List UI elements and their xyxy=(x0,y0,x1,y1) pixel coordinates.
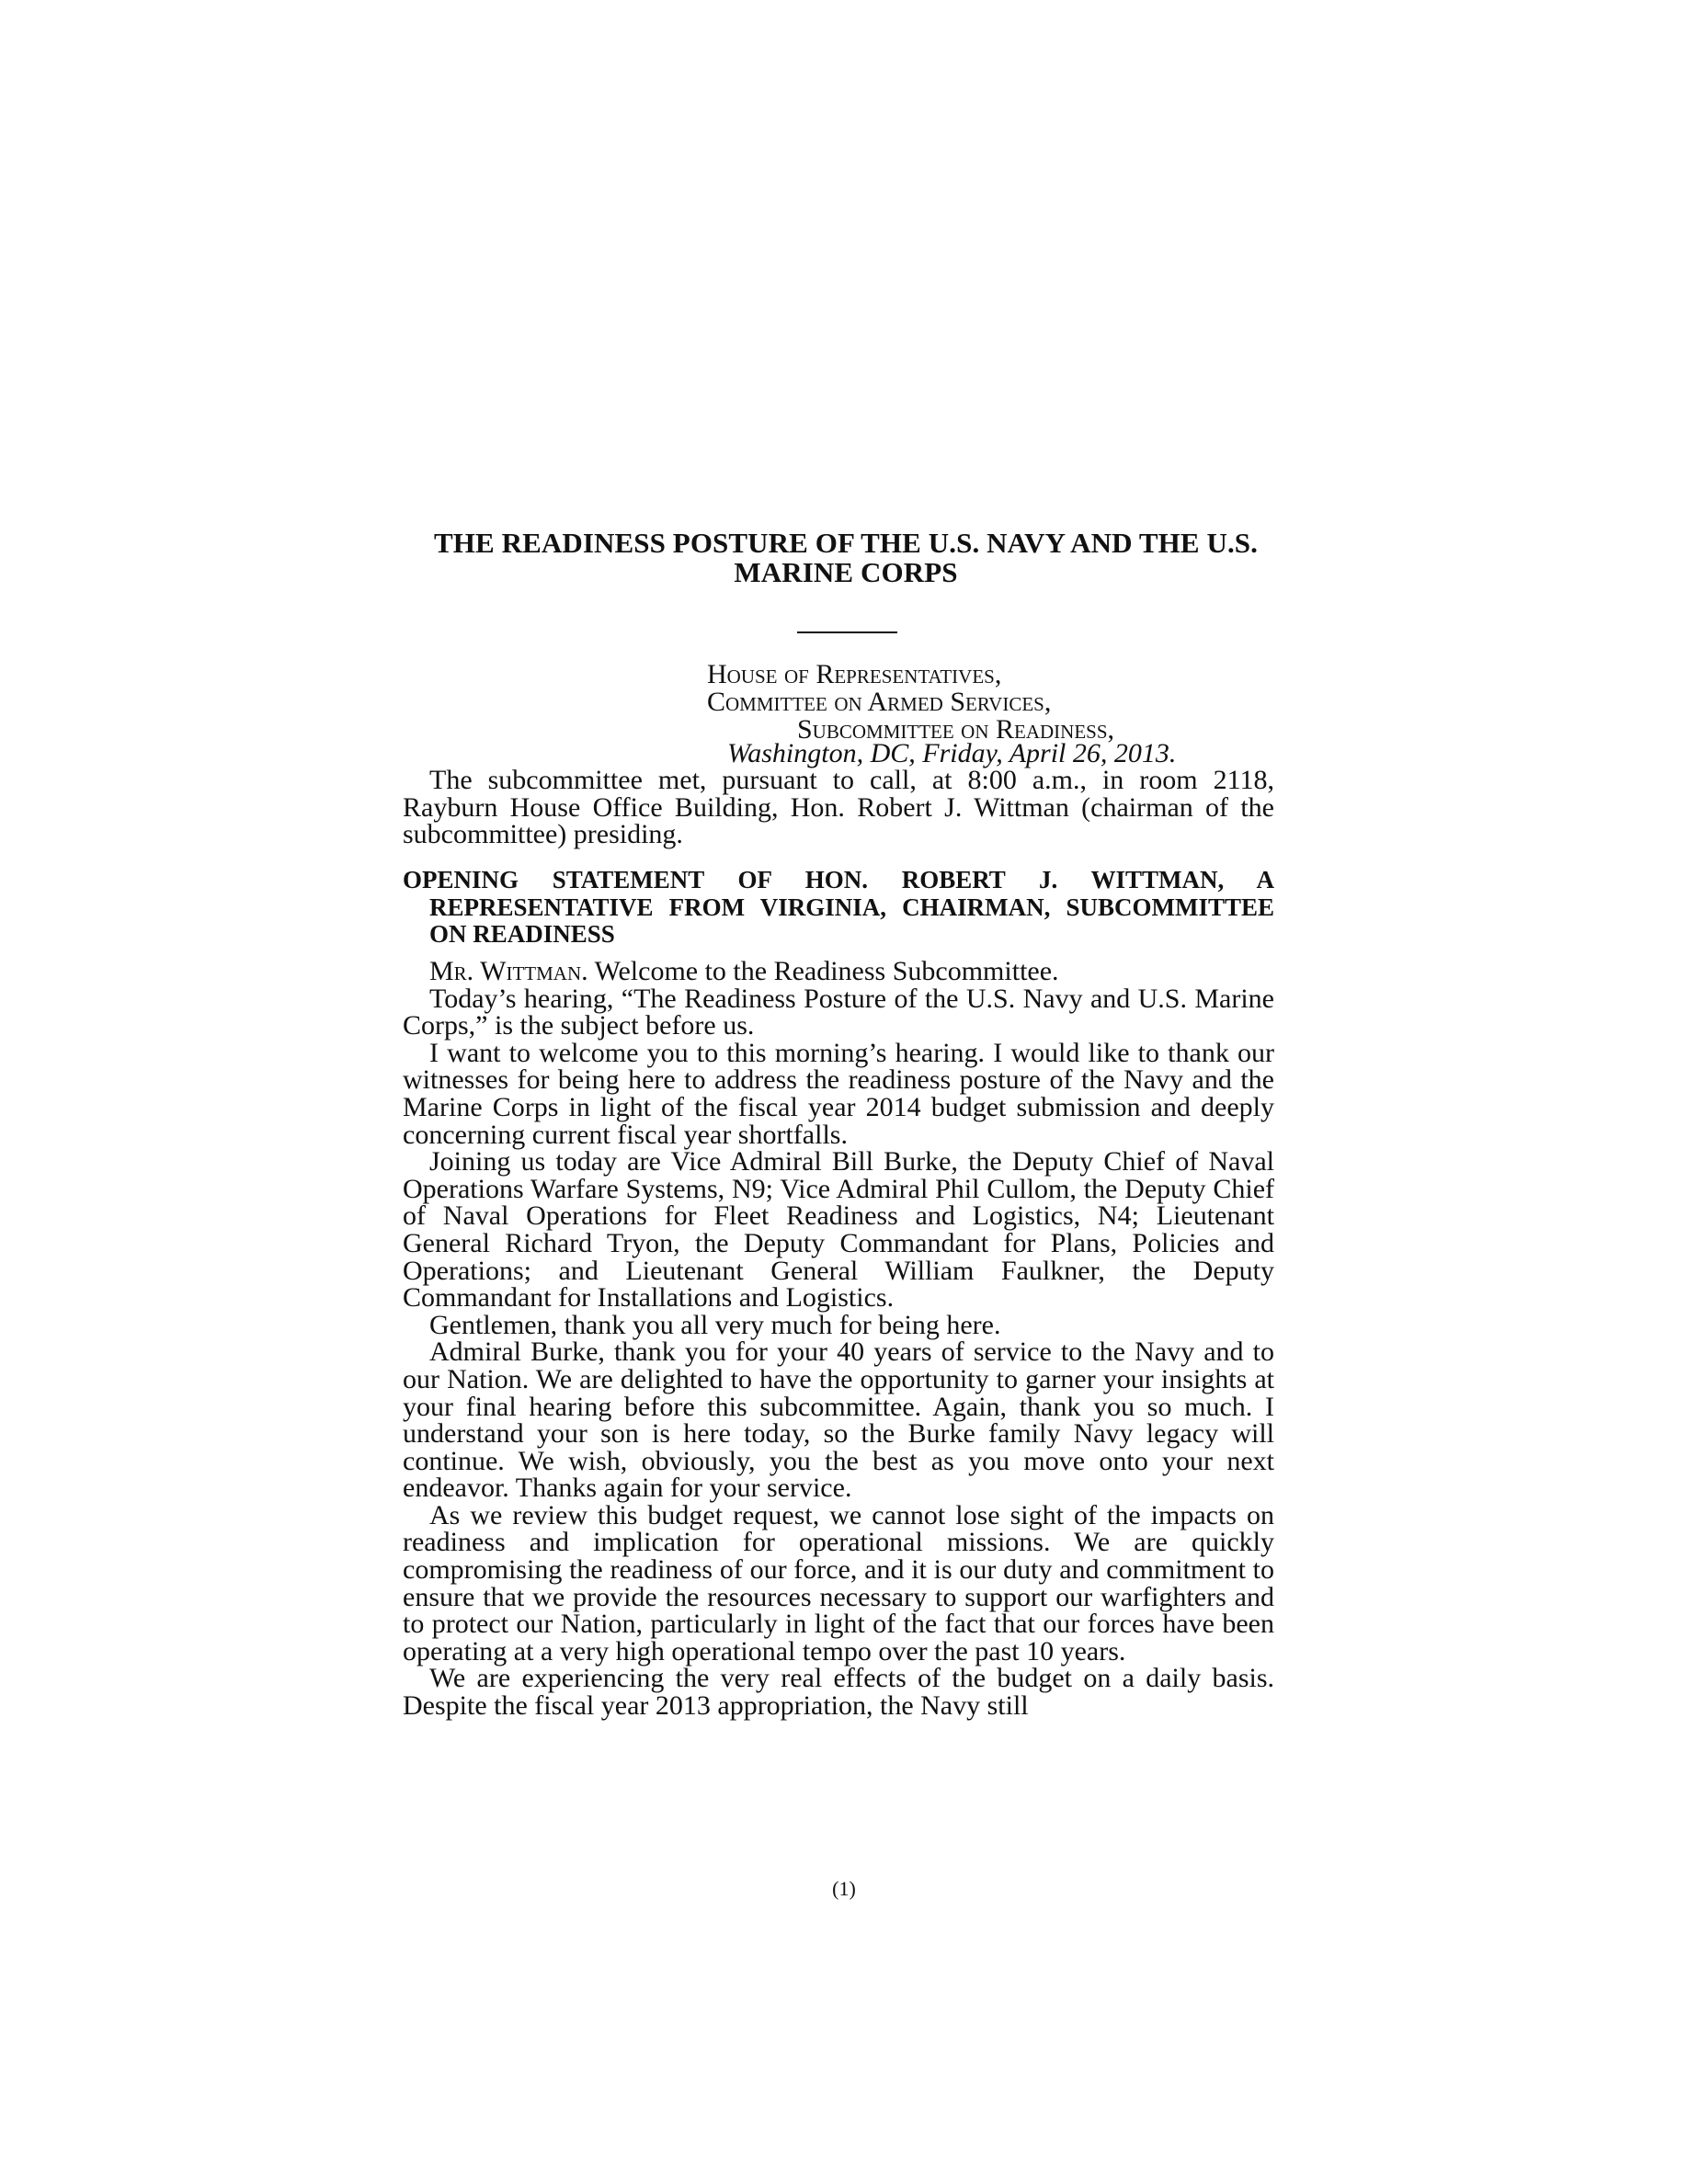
statement-paragraph-admiral-burke: Admiral Burke, thank you for your 40 years of service to the Navy and to our Nation. We are delighted to have the opportunity to garner your insights at your final hearing before this subcommittee. Again, thank you so much. I understand your son is here today, so the Burke family Navy legacy will continue. We wish, obviously, you the best as you move onto your next endeavor. Thanks again for your service. xyxy=(403,1337,1274,1504)
page-number: (1) xyxy=(832,1877,856,1900)
speaker-name: Mr. Wittman xyxy=(429,956,582,986)
statement-paragraph-witnesses: Joining us today are Vice Admiral Bill Burke, the Deputy Chief of Naval Operations Warfare Systems, N9; Vice Admiral Phil Cullom, the Deputy Chief of Naval Operations for Fleet Readiness and Logistics, N4; Lieutenant General Richard Tryon, the Deputy Commandant for Plans, Policies and Operations; and Lieutenant General William Faulkner, the Deputy Commandant for Installations and Logistics. xyxy=(403,1146,1274,1314)
speaker-remark: . Welcome to the Readiness Subcommittee. xyxy=(581,956,1059,986)
statement-paragraph-hearing-topic: Today’s hearing, “The Readiness Posture of the U.S. Navy and U.S. Marine Corps,” is the subject before us. xyxy=(403,983,1274,1041)
document-title: THE READINESS POSTURE OF THE U.S. NAVY AND THE U.S. MARINE CORPS xyxy=(433,527,1258,588)
house-of-representatives-line: House of Representatives, xyxy=(707,659,1002,689)
statement-paragraph-welcome: I want to welcome you to this morning’s hearing. I would like to thank our witnesses for being here to address the readiness posture of the Navy and the Marine Corps in light of the fiscal year 2014 budget submission and deeply concerning current fiscal year shortfalls. xyxy=(403,1037,1274,1150)
opening-statement-body xyxy=(403,958,1274,1720)
statement-paragraph-budget-request: As we review this budget request, we cannot lose sight of the impacts on readiness and implication for operational missions. We are quickly compromising the readiness of our force, and it is our duty and commitment to ensure that we provide the resources necessary to support our warfighters and to protect our Nation, particularly in light of the fact that our forces have been operating at a very high operational tempo over the past 10 years. xyxy=(403,1499,1274,1666)
intro-paragraph: The subcommittee met, pursuant to call, at 8:00 a.m., in room 2118, Rayburn House Office Building, Hon. Robert J. Wittman (chairman of the subcommittee) presiding. xyxy=(403,765,1274,850)
hearing-dateline: Washington, DC, Friday, April 26, 2013. xyxy=(727,738,1177,768)
statement-paragraph-speaker xyxy=(403,958,1274,985)
title-divider xyxy=(797,631,897,633)
statement-paragraph-budget-effects: We are experiencing the very real effects of the budget on a daily basis. Despite the fiscal year 2013 appropriation, the Navy still xyxy=(403,1663,1274,1722)
statement-paragraph-thanks: Gentlemen, thank you all very much for being here. xyxy=(429,1309,1001,1340)
subcommittee-line: Subcommittee on Readiness, xyxy=(797,714,1115,745)
opening-statement-heading: OPENING STATEMENT OF HON. ROBERT J. WITTMAN, A REPRESENTATIVE FROM VIRGINIA, CHAIRMAN, SUBCOMMITTEE ON READINESS xyxy=(403,866,1274,949)
committee-line: Committee on Armed Services, xyxy=(707,687,1052,717)
